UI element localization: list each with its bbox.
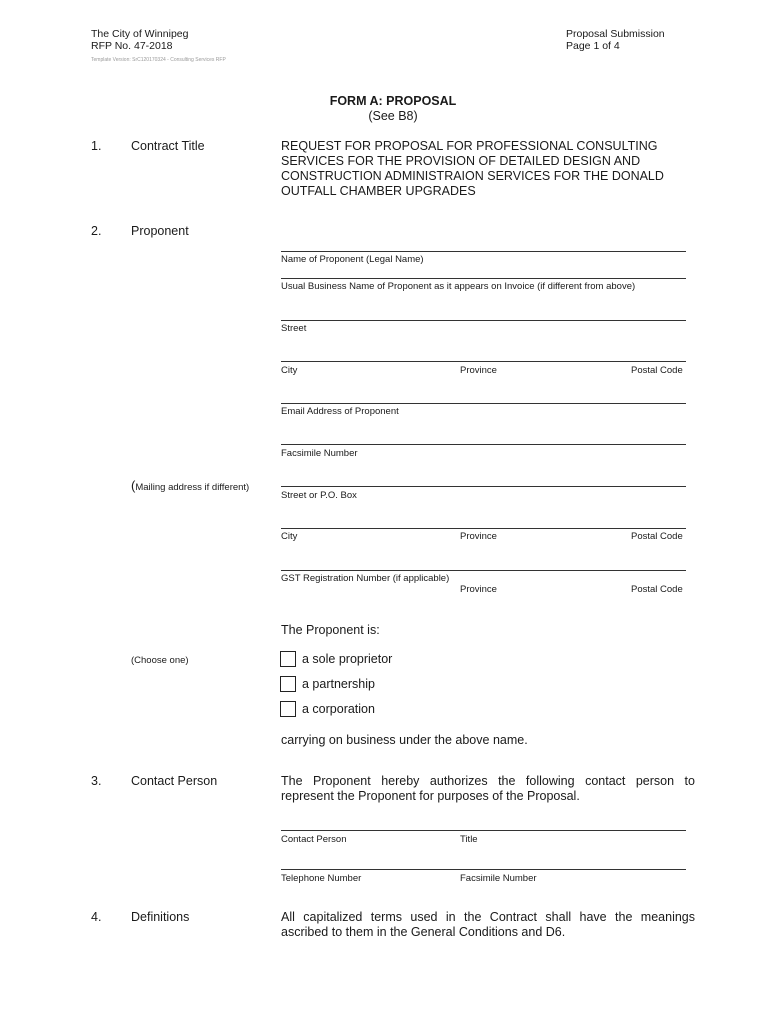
contact-facsimile-label: Facsimile Number <box>460 873 537 884</box>
mailing-city-province-postal-field[interactable] <box>281 528 686 529</box>
mailing-city-label: City <box>281 531 298 542</box>
section-4-number: 4. <box>91 910 102 924</box>
gst-postal-code-label: Postal Code <box>631 584 683 595</box>
email-label: Email Address of Proponent <box>281 406 399 417</box>
section-2-label: Proponent <box>131 224 189 238</box>
proponent-is-label: The Proponent is: <box>281 623 380 637</box>
header-city: The City of Winnipeg <box>91 28 189 40</box>
gst-province-label: Province <box>460 584 497 595</box>
corporation-checkbox[interactable] <box>280 701 296 717</box>
telephone-number-label: Telephone Number <box>281 873 362 884</box>
section-3-number: 3. <box>91 774 102 788</box>
contract-title-line-4: OUTFALL CHAMBER UPGRADES <box>281 184 476 198</box>
section-2-number: 2. <box>91 224 102 238</box>
contact-title-label: Title <box>460 834 478 845</box>
section-3-label: Contact Person <box>131 774 218 788</box>
partnership-label: a partnership <box>302 677 375 691</box>
definitions-line-1: All capitalized terms used in the Contract shall have the meanings <box>281 910 695 924</box>
street-label: Street <box>281 323 307 334</box>
form-subtitle: (See B8) <box>368 109 418 123</box>
sole-proprietor-label: a sole proprietor <box>302 652 393 666</box>
mailing-street-field[interactable] <box>281 486 686 487</box>
contract-title-line-3: CONSTRUCTION ADMINISTRAION SERVICES FOR THE DONALD <box>281 169 664 183</box>
telephone-facsimile-field[interactable] <box>281 869 686 870</box>
header-rfp-number: RFP No. 47-2018 <box>91 40 173 52</box>
mailing-postal-code-label: Postal Code <box>631 531 683 542</box>
choose-one-note: (Choose one) <box>131 655 189 666</box>
business-name-label: Usual Business Name of Proponent as it appears on Invoice (if different from above) <box>281 281 636 292</box>
mailing-province-label: Province <box>460 531 497 542</box>
contact-person-label: Contact Person <box>281 834 347 845</box>
definitions-line-2: ascribed to them in the General Conditions and D6. <box>281 925 566 939</box>
option-sole-proprietor[interactable] <box>280 651 392 667</box>
contact-person-title-field[interactable] <box>281 830 686 831</box>
template-version-note: Template Version: SrC120170324 - Consulting Services RFP <box>91 57 226 63</box>
business-name-field[interactable] <box>281 278 686 279</box>
section-1-label: Contract Title <box>131 139 205 153</box>
facsimile-label: Facsimile Number <box>281 448 358 459</box>
gst-field[interactable] <box>281 570 686 571</box>
street-field[interactable] <box>281 320 686 321</box>
city-label: City <box>281 365 298 376</box>
email-field[interactable] <box>281 403 686 404</box>
mailing-address-paren: ( <box>131 478 136 493</box>
contract-title-line-2: SERVICES FOR THE PROVISION OF DETAILED DESIGN AND <box>281 154 641 168</box>
province-label: Province <box>460 365 497 376</box>
legal-name-label: Name of Proponent (Legal Name) <box>281 254 424 265</box>
carrying-on-business-text: carrying on business under the above name. <box>281 733 528 747</box>
mailing-street-label: Street or P.O. Box <box>281 490 357 501</box>
mailing-address-note <box>131 478 249 493</box>
section-4-label: Definitions <box>131 910 190 924</box>
contact-authorization-line-1: The Proponent hereby authorizes the following contact person to <box>281 774 695 788</box>
facsimile-field[interactable] <box>281 444 686 445</box>
header-proposal-submission: Proposal Submission <box>566 28 665 40</box>
header-page-number: Page 1 of 4 <box>566 40 620 52</box>
mailing-address-text: Mailing address if different) <box>135 482 250 493</box>
contact-authorization-line-2: represent the Proponent for purposes of the Proposal. <box>281 789 580 803</box>
option-corporation[interactable] <box>280 701 375 717</box>
form-title: FORM A: PROPOSAL <box>329 94 457 108</box>
partnership-checkbox[interactable] <box>280 676 296 692</box>
sole-proprietor-checkbox[interactable] <box>280 651 296 667</box>
contract-title-line-1: REQUEST FOR PROPOSAL FOR PROFESSIONAL CONSULTING <box>281 139 658 153</box>
legal-name-field[interactable] <box>281 251 686 252</box>
postal-code-label: Postal Code <box>631 365 683 376</box>
city-province-postal-field[interactable] <box>281 361 686 362</box>
gst-label: GST Registration Number (if applicable) <box>281 573 450 584</box>
corporation-label: a corporation <box>302 702 375 716</box>
section-1-number: 1. <box>91 139 102 153</box>
option-partnership[interactable] <box>280 676 375 692</box>
